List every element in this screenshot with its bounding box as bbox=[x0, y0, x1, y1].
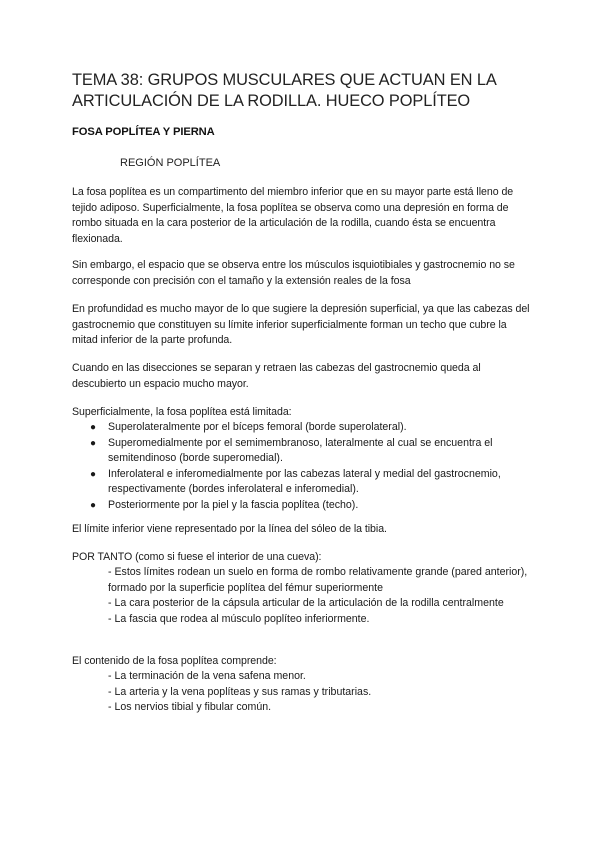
paragraph-1: La fosa poplítea es un compartimento del miembro inferior que en su mayor parte está lleno de tejido adiposo. Superficialmente, la fosa poplítea se observa como una depresión en forma de rombo situada en la cara posterior de la articulación de la rodilla, cuando ésta se encuentra flexionada. bbox=[72, 186, 514, 245]
section-heading: FOSA POPLÍTEA Y PIERNA bbox=[72, 126, 215, 138]
subsection-heading: REGIÓN POPLÍTEA bbox=[120, 157, 221, 169]
limits-intro: Superficialmente, la fosa poplítea está limitada: bbox=[72, 406, 292, 418]
content-list bbox=[108, 669, 528, 716]
paragraph-4: Cuando en las disecciones se separan y retraen las cabezas del gastrocnemio queda al descubierto un espacio mucho mayor. bbox=[72, 362, 481, 390]
por-tanto-intro: POR TANTO (como si fuese el interior de una cueva): bbox=[72, 551, 322, 563]
list-item: - Los nervios tibial y fibular común. bbox=[108, 701, 272, 714]
bullet-icon: ● bbox=[90, 422, 97, 433]
bullet-icon: ● bbox=[90, 499, 97, 511]
content-intro: El contenido de la fosa poplítea comprende: bbox=[72, 655, 277, 667]
bullet-icon: ● bbox=[90, 437, 97, 449]
list-item: ● Inferolateral e inferomedialmente por las cabezas lateral y medial del gastrocnemio, respectivamente (bordes inferolateral e inferomedial). bbox=[90, 467, 501, 496]
bullet-icon: ● bbox=[90, 468, 97, 480]
limits-list bbox=[90, 420, 530, 514]
list-item: - La terminación de la vena safena menor. bbox=[108, 670, 306, 682]
list-item: ● Superomedialmente por el semimembranoso, lateralmente al cual se encuentra el semitendinoso (borde superomedial). bbox=[90, 436, 493, 465]
por-tanto-list bbox=[108, 565, 528, 627]
paragraph-2: Sin embargo, el espacio que se observa entre los músculos isquiotibiales y gastrocnemio no se corresponde con precisión con el tamaño y la extensión reales de la fosa bbox=[72, 259, 515, 287]
list-item: - La arteria y la vena poplíteas y sus ramas y tributarias. bbox=[108, 685, 372, 698]
list-item: - Estos límites rodean un suelo en forma de rombo relativamente grande (pared anterior), formado por la superficie poplítea del fémur superiormente bbox=[108, 566, 528, 594]
document-title: TEMA 38: GRUPOS MUSCULARES QUE ACTUAN EN LA ARTICULACIÓN DE LA RODILLA. HUECO POPLÍTEO bbox=[72, 71, 496, 110]
list-item: - La cara posterior de la cápsula articular de la articulación de la rodilla centralmente bbox=[108, 597, 504, 610]
inferior-limit-text: El límite inferior viene representado por la línea del sóleo de la tibia. bbox=[72, 523, 387, 535]
list-item: ● Superolateralmente por el bíceps femoral (borde superolateral). bbox=[90, 420, 530, 436]
list-item: ● Posteriormente por la piel y la fascia poplítea (techo). bbox=[90, 498, 530, 514]
paragraph-3: En profundidad es mucho mayor de lo que sugiere la depresión superficial, ya que las cabezas del gastrocnemio que constituyen su límite inferior superficialmente forman un techo que cubre la mitad inferior de la parte profunda. bbox=[72, 303, 530, 347]
list-item: - La fascia que rodea al músculo poplíteo inferiormente. bbox=[108, 612, 370, 625]
